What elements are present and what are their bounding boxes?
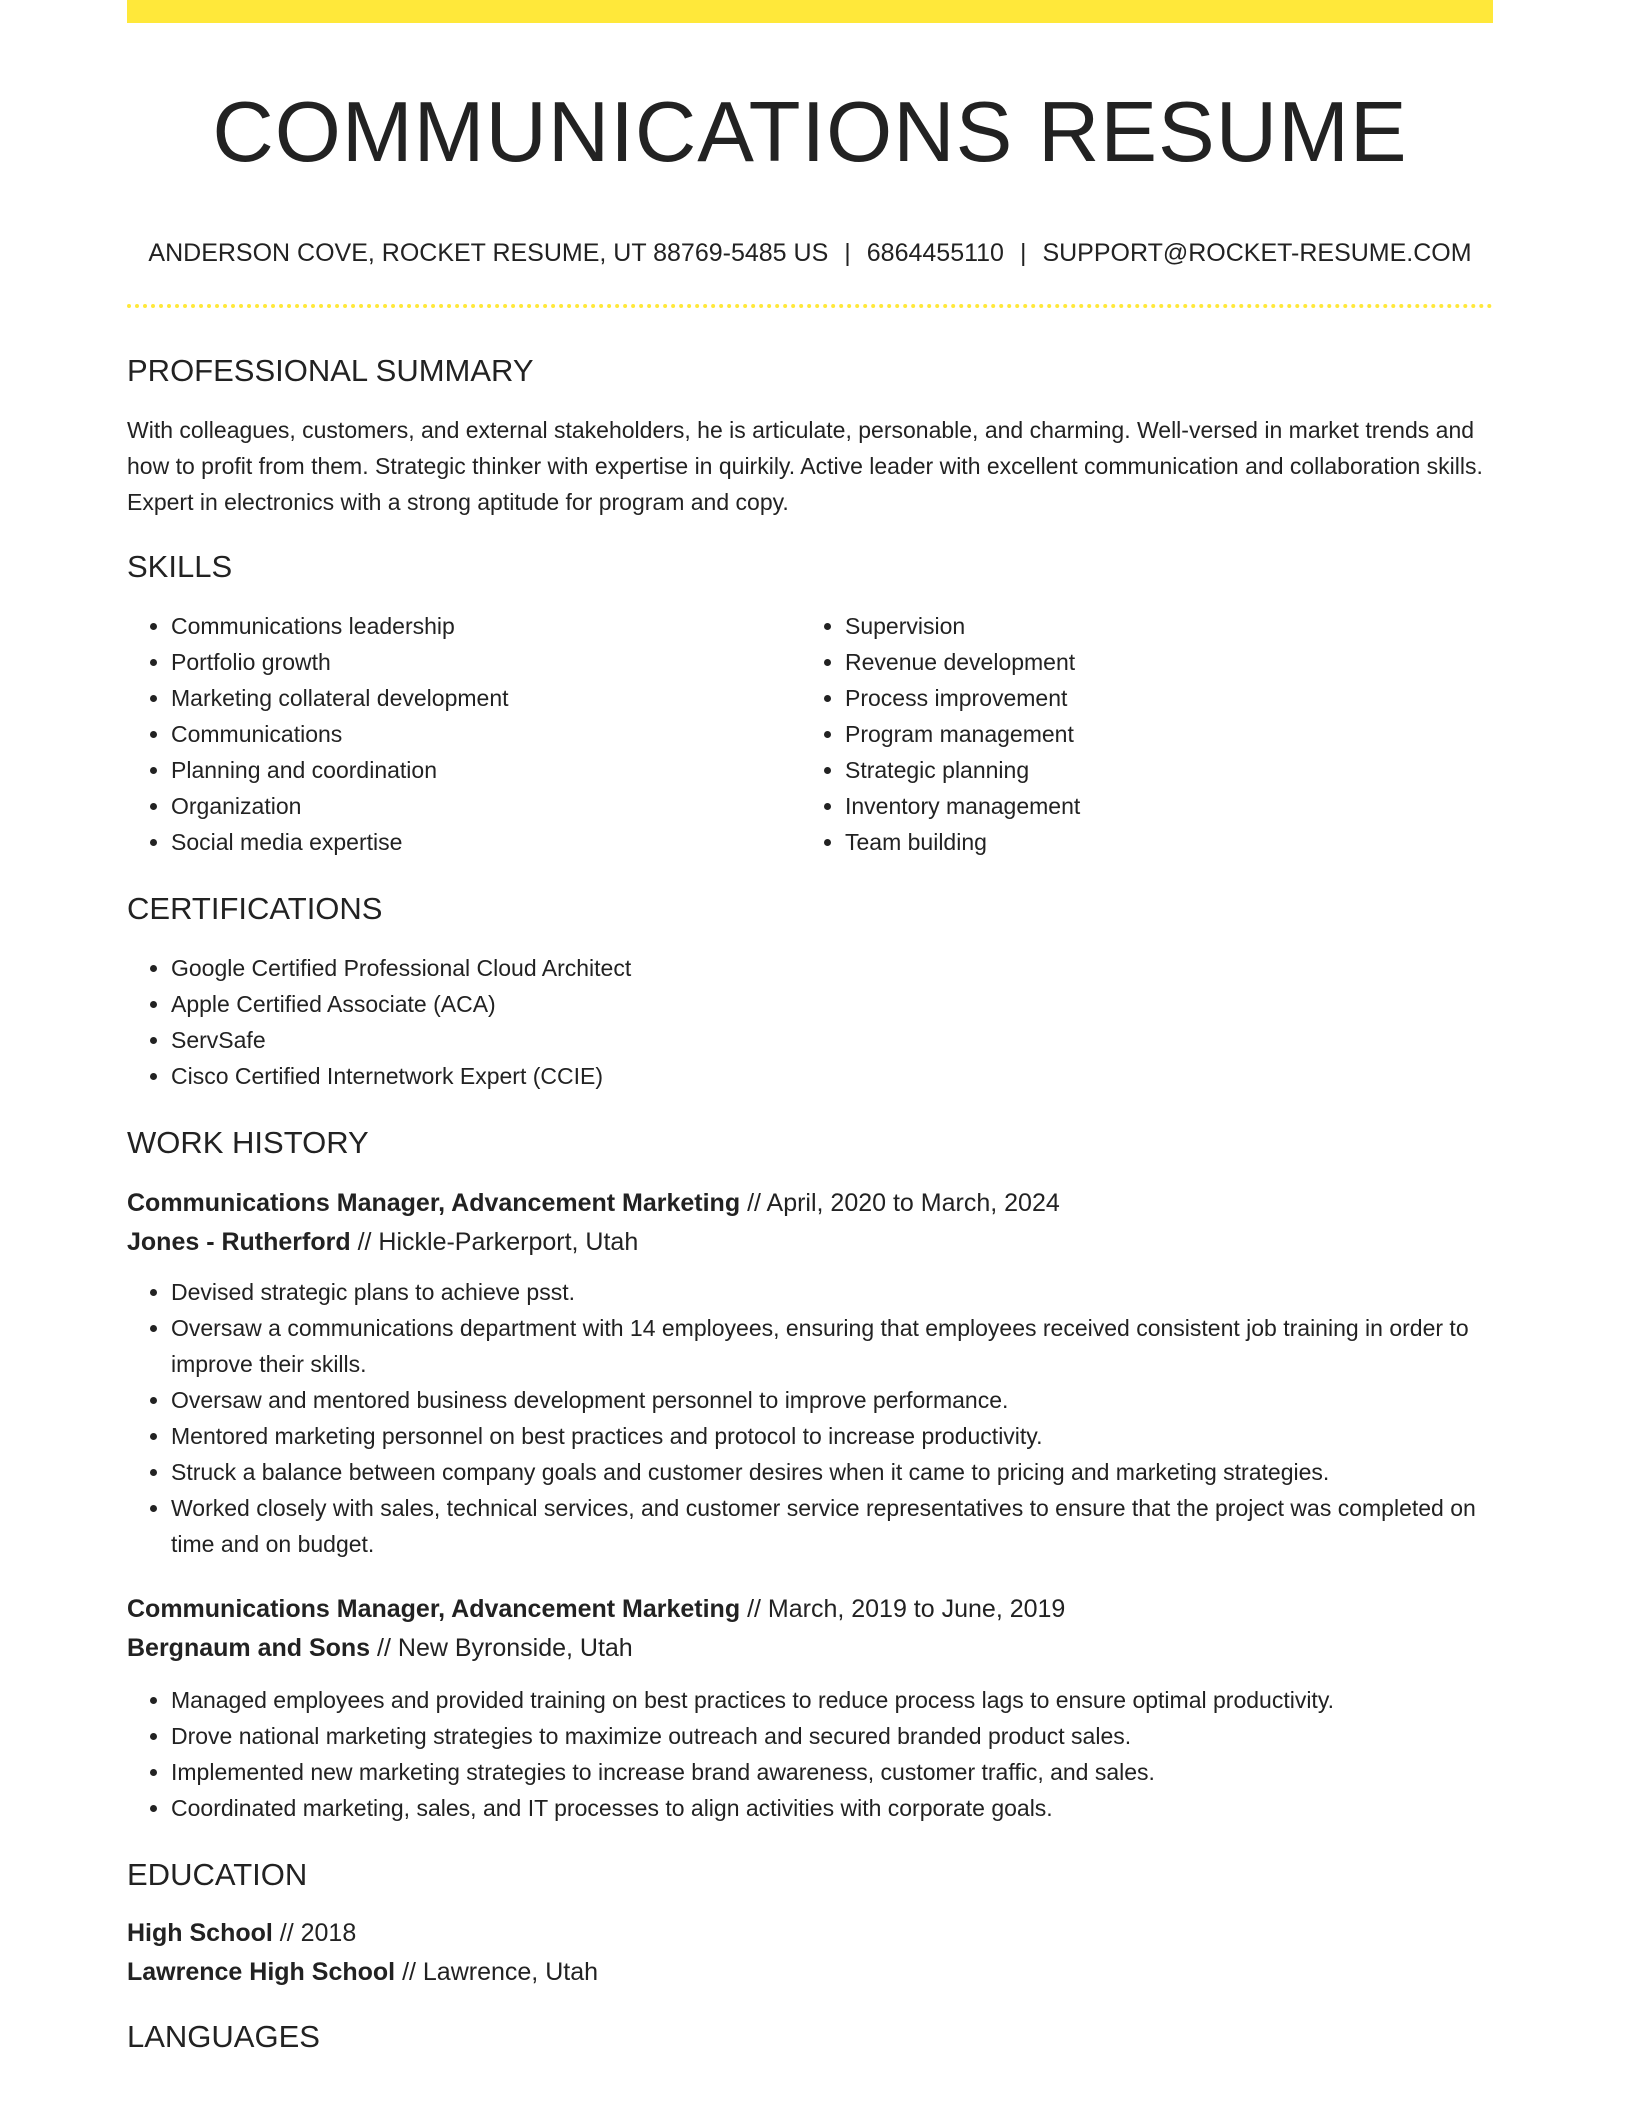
job-company: Bergnaum and Sons [127, 1634, 371, 1662]
skill-item: • Team building [845, 824, 1475, 860]
job-dates: // April, 2020 to March, 2024 [747, 1189, 1060, 1217]
summary-section [127, 352, 1493, 520]
job-bullet: • Drove national marketing strategies to maximize outreach and secured branded product sales. [171, 1718, 1493, 1754]
languages-section [127, 2018, 1493, 2056]
certification-item: • ServSafe [171, 1022, 1493, 1058]
education-degree: High School [127, 1919, 273, 1947]
job-bullet: • Oversaw and mentored business development personnel to improve performance. [171, 1382, 1493, 1418]
job-bullet: • Implemented new marketing strategies to increase brand awareness, customer traffic, and sales. [171, 1754, 1493, 1790]
skill-item: • Marketing collateral development [171, 680, 801, 716]
skill-item: • Process improvement [845, 680, 1475, 716]
skill-item: • Revenue development [845, 644, 1475, 680]
job-company: Jones - Rutherford [127, 1228, 351, 1256]
job-company-line [127, 1223, 1493, 1262]
skill-item: • Program management [845, 716, 1475, 752]
address: ANDERSON COVE, ROCKET RESUME, UT 88769-5485 US [148, 239, 829, 267]
education-heading: EDUCATION [127, 1857, 308, 1892]
skill-item: • Communications leadership [171, 608, 801, 644]
certifications-section [127, 890, 1493, 1094]
job-bullet: • Coordinated marketing, sales, and IT processes to align activities with corporate goals. [171, 1790, 1493, 1826]
job-company-line [127, 1629, 1493, 1668]
certification-item: • Apple Certified Associate (ACA) [171, 986, 1493, 1022]
contact-separator: | [1019, 239, 1027, 267]
job-bullets [127, 1682, 1493, 1826]
job-location: // New Byronside, Utah [377, 1634, 633, 1662]
certifications-heading: CERTIFICATIONS [127, 891, 383, 926]
skill-item: • Inventory management [845, 788, 1475, 824]
education-school: Lawrence High School [127, 1958, 396, 1986]
phone: 6864455110 [866, 239, 1004, 267]
job-bullet: • Oversaw a communications department with 14 employees, ensuring that employees received consistent job training in order to improve their skills. [171, 1310, 1493, 1382]
education-degree-line [127, 1914, 1493, 1953]
contact-line [127, 238, 1493, 268]
job-title-line [127, 1184, 1493, 1223]
certifications-list [127, 950, 1493, 1094]
summary-heading: PROFESSIONAL SUMMARY [127, 353, 534, 388]
languages-heading: LANGUAGES [127, 2019, 320, 2054]
job-bullet: • Struck a balance between company goals and customer desires when it came to pricing and marketing strategies. [171, 1454, 1493, 1490]
job-entry [127, 1590, 1493, 1826]
resume-title: COMMUNICATIONS RESUME [212, 85, 1408, 180]
skill-item: • Planning and coordination [171, 752, 801, 788]
job-dates: // March, 2019 to June, 2019 [747, 1595, 1066, 1623]
job-bullet: • Devised strategic plans to achieve psst. [171, 1274, 1493, 1310]
dotted-divider [127, 304, 1493, 308]
skills-section [127, 548, 1493, 860]
skills-right-list [801, 608, 1475, 860]
certification-item: • Cisco Certified Internetwork Expert (CCIE) [171, 1058, 1493, 1094]
job-bullets [127, 1274, 1493, 1562]
skill-item: • Portfolio growth [171, 644, 801, 680]
skill-item: • Supervision [845, 608, 1475, 644]
job-bullet: • Worked closely with sales, technical services, and customer service representatives to ensure that the project was completed on time and on budget. [171, 1490, 1493, 1562]
education-location: // Lawrence, Utah [402, 1958, 598, 1986]
resume-page [127, 0, 1493, 2056]
email: SUPPORT@ROCKET-RESUME.COM [1042, 239, 1472, 267]
skill-item: • Organization [171, 788, 801, 824]
job-bullet: • Mentored marketing personnel on best practices and protocol to increase productivity. [171, 1418, 1493, 1454]
skill-item: • Social media expertise [171, 824, 801, 860]
skills-left-list [127, 608, 801, 860]
job-title: Communications Manager, Advancement Marketing [127, 1189, 741, 1217]
skill-item: • Strategic planning [845, 752, 1475, 788]
job-location: // Hickle-Parkerport, Utah [357, 1228, 639, 1256]
job-bullet: • Managed employees and provided training on best practices to reduce process lags to ensure optimal productivity. [171, 1682, 1493, 1718]
skill-item: • Communications [171, 716, 801, 752]
summary-text: With colleagues, customers, and external stakeholders, he is articulate, personable, and charming. Well-versed in market trends and how to profit from them. Strategic thinker with expertise in quirkily. Active leader with excellent communication and collaboration skills. Expert in electronics with a strong aptitude for program and copy. [127, 417, 1483, 515]
work-history-section [127, 1124, 1493, 1826]
work-history-heading: WORK HISTORY [127, 1125, 369, 1160]
job-title-line [127, 1590, 1493, 1629]
education-section [127, 1856, 1493, 1992]
certification-item: • Google Certified Professional Cloud Architect [171, 950, 1493, 986]
education-year: // 2018 [279, 1919, 357, 1947]
contact-separator: | [844, 239, 851, 267]
job-entry [127, 1184, 1493, 1562]
job-title: Communications Manager, Advancement Marketing [127, 1595, 741, 1623]
education-school-line [127, 1953, 1493, 1992]
top-accent-bar [127, 0, 1493, 23]
skills-heading: SKILLS [127, 549, 233, 584]
